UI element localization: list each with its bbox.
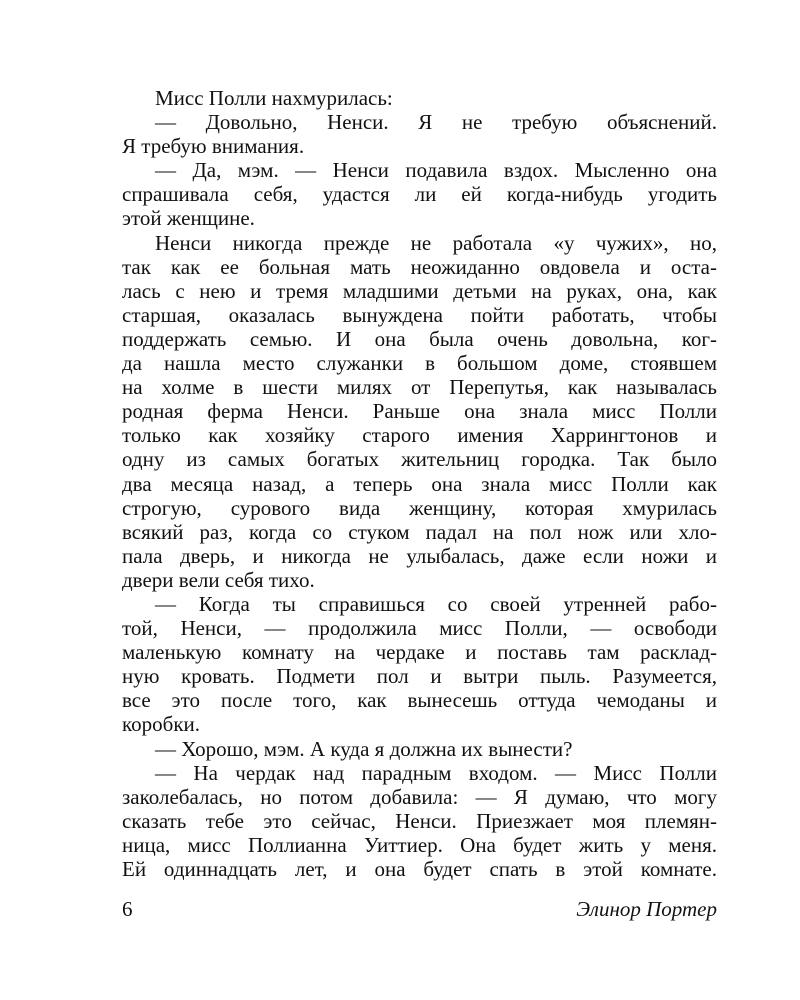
page-body	[122, 86, 717, 881]
text-line: родная ферма Ненси. Раньше она знала мисс Полли	[122, 399, 717, 424]
text-line: всякий раз, когда со стуком падал на пол нож или хло-	[122, 519, 717, 544]
text-line: маленькую комнату на чердаке и поставь там расклад-	[122, 640, 717, 665]
text-line: все это после того, как вынесешь оттуда чемоданы и	[122, 688, 717, 713]
text-line: двери вели себя тихо.	[122, 567, 315, 592]
text-line: Ненси никогда прежде не работала «у чужих», но,	[155, 230, 717, 255]
text-line: лась с нею и тремя младшими детьми на руках, она, как	[122, 278, 717, 303]
text-line: ную кровать. Подмети пол и вытри пыль. Разумеется,	[122, 664, 717, 689]
text-line: Ей одиннадцать лет, и она будет спать в этой комнате.	[122, 857, 717, 881]
text-line: одну из самых богатых жительниц городка. Так было	[122, 447, 717, 472]
page-footer	[122, 896, 717, 922]
text-line: два месяца назад, а теперь она знала мисс Полли как	[122, 471, 717, 496]
text-line: — Когда ты справишься со своей утренней рабо-	[155, 591, 717, 616]
text-line: старшая, оказалась вынуждена пойти работать, чтобы	[122, 302, 717, 327]
text-line: этой женщине.	[122, 206, 255, 231]
text-line: Мисс Полли нахмурилась:	[155, 86, 393, 110]
running-head-author: Элинор Портер	[576, 897, 717, 921]
text-line: так как ее больная мать неожиданно овдовела и оста-	[122, 254, 717, 279]
text-line: — На чердак над парадным входом. — Мисс Полли	[155, 760, 717, 785]
text-line: заколебалась, но потом добавила: — Я думаю, что могу	[122, 784, 717, 809]
text-line: строгую, сурового вида женщину, которая хмурилась	[122, 495, 717, 520]
text-line: — Хорошо, мэм. А куда я должна их вынести?	[155, 736, 573, 761]
text-line: поддержать семью. И она была очень довольна, ког-	[122, 326, 717, 351]
text-line: Я требую внимания.	[122, 134, 305, 159]
text-line: той, Ненси, — продолжила мисс Полли, — освободи	[122, 616, 717, 641]
text-line: да нашла место служанки в большом доме, стоявшем	[122, 351, 717, 376]
text-line: только как хозяйку старого имения Харрингтонов и	[122, 423, 717, 448]
text-line: сказать тебе это сейчас, Ненси. Приезжает моя племян-	[122, 808, 717, 833]
text-line: спрашивала себя, удастся ли ей когда-нибудь угодить	[122, 182, 717, 207]
text-line: — Да, мэм. — Ненси подавила вздох. Мысленно она	[155, 158, 717, 183]
text-line: ница, мисс Поллианна Уиттиер. Она будет жить у меня.	[122, 832, 717, 857]
text-line: на холме в шести милях от Перепутья, как называлась	[122, 375, 717, 400]
page-number: 6	[122, 897, 133, 921]
text-line: — Довольно, Ненси. Я не требую объяснений.	[155, 110, 717, 135]
text-line: пала дверь, и никогда не улыбалась, даже если ножи и	[122, 543, 717, 568]
text-line: коробки.	[122, 712, 201, 737]
